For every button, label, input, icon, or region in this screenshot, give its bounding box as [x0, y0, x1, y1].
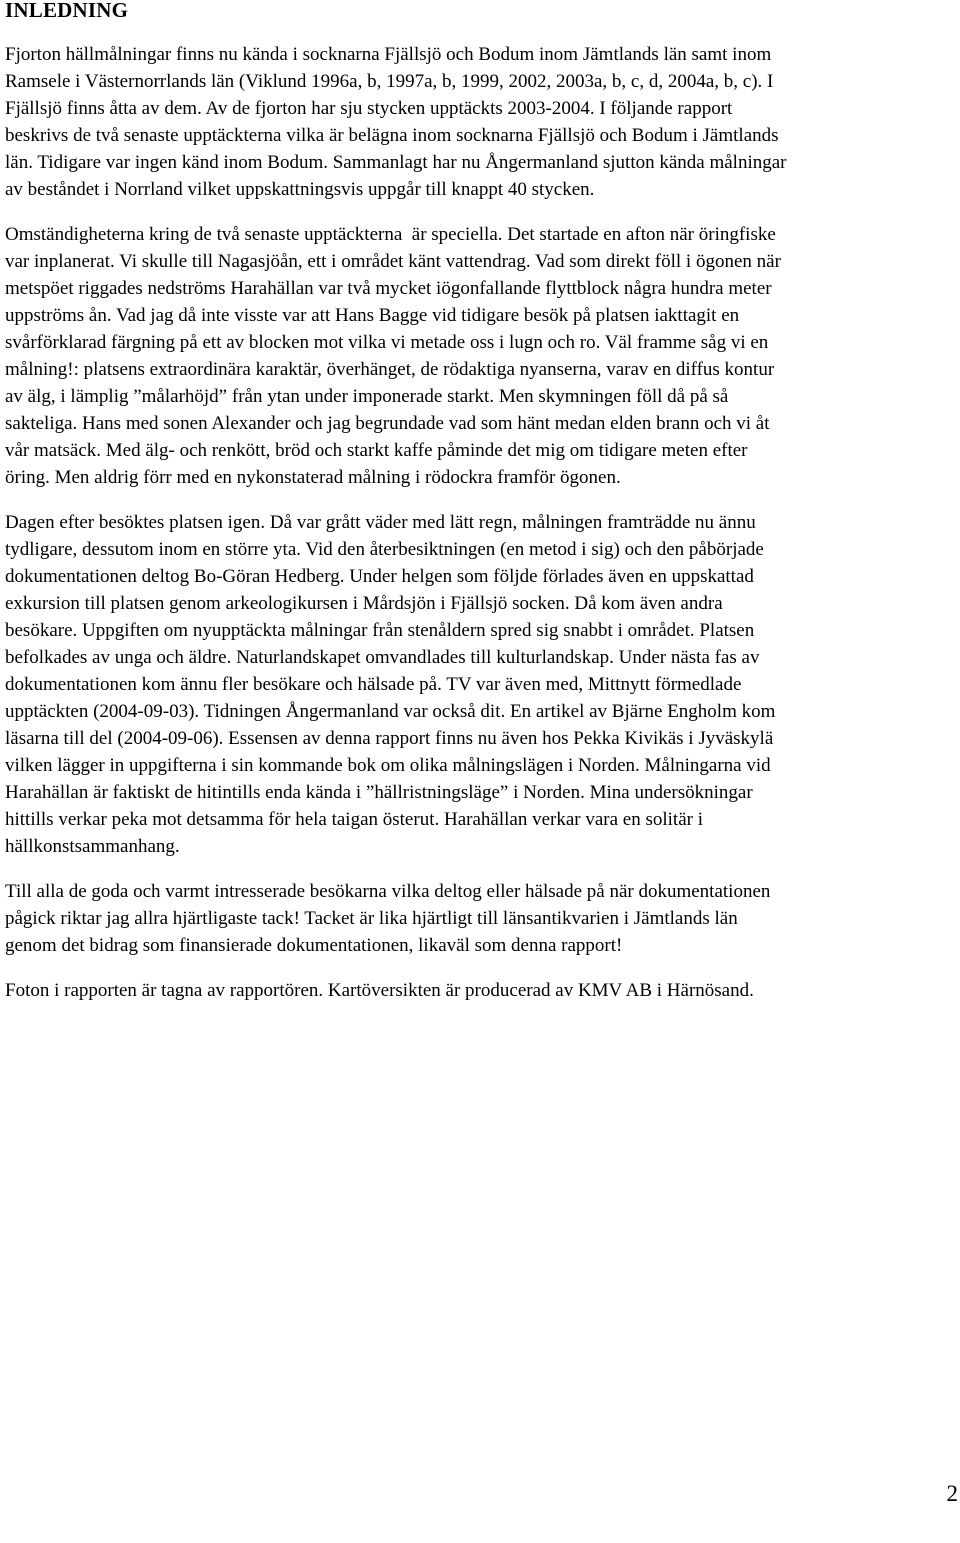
paragraph-acknowledgements: Till alla de goda och varmt intresserade besökarna vilka deltog eller hälsade på när dokumentationen pågick riktar jag allra hjärtligaste tack! Tacket är lika hjärtligt till länsantikvarien i Jämtlands län genom det bidrag som finansierade dokumentationen, likaväl som denna rapport!	[5, 881, 771, 956]
paragraph-intro: Fjorton hällmålningar finns nu kända i socknarna Fjällsjö och Bodum inom Jämtlands län samt inom Ramsele i Västernorrlands län (Viklund 1996a, b, 1997a, b, 1999, 2002, 2003a, b, c, d, 2004a, b, c). I Fjällsjö finns åtta av dem. Av de fjorton har sju stycken upptäckts 2003-2004. I följande rapport beskrivs de två senaste upptäckterna vilka är belägna inom socknarna Fjällsjö och Bodum i Jämtlands län. Tidigare var ingen känd inom Bodum. Sammanlagt har nu Ångermanland sjutton kända målningar av beståndet i Norrland vilket uppskattningsvis uppgår till knappt 40 stycken.	[5, 44, 787, 200]
document-body	[5, 41, 957, 1022]
paragraph-discovery: Omständigheterna kring de två senaste upptäckterna är speciella. Det startade en afton när öringfiske var inplanerat. Vi skulle till Nagasjöån, ett i området känt vattendrag. Vad som direkt föll i ögonen när metspöet riggades nedströms Harahällan var två mycket iögonfallande flyttblock några hundra meter uppströms ån. Vad jag då inte visste var att Hans Bagge vid tidigare besök på platsen iakttagit en svårförklarad färgning på ett av blocken mot vilka vi metade oss i lugn och ro. Väl framme såg vi en målning!: platsens extraordinära karaktär, överhänget, de rödaktiga nyanserna, varav en diffus kontur av älg, i lämplig ”målarhöjd” från ytan under imponerade starkt. Men skymningen föll då på så sakteliga. Hans med sonen Alexander och jag begrundade vad som hänt medan elden brann och vi åt vår matsäck. Med älg- och renkött, bröd och starkt kaffe påminde det mig om tidigare meten efter öring. Men aldrig förr med en nykonstaterad målning i rödockra framför ögonen.	[5, 224, 781, 488]
paragraph-documentation: Dagen efter besöktes platsen igen. Då var grått väder med lätt regn, målningen framträdde nu ännu tydligare, dessutom inom en större yta. Vid den återbesiktningen (en metod i sig) och den påbörjade dokumentationen deltog Bo-Göran Hedberg. Under helgen som följde förlades även en uppskattad exkursion till platsen genom arkeologikursen i Mårdsjön i Fjällsjö socken. Då kom även andra besökare. Uppgiften om nyupptäckta målningar från stenåldern spred sig snabbt i området. Platsen befolkades av unga och äldre. Naturlandskapet omvandlades till kulturlandskap. Under nästa fas av dokumentationen kom ännu fler besökare och hälsade på. TV var även med, Mittnytt förmedlade upptäckten (2004-09-03). Tidningen Ångermanland var också dit. En artikel av Bjärne Engholm kom läsarna till del (2004-09-06). Essensen av denna rapport finns nu även hos Pekka Kivikäs i Jyväskylä vilken lägger in uppgifterna i sin kommande bok om olika målningslägen i Norden. Målningarna vid Harahällan är faktiskt de hitintills enda kända i ”hällristningsläge” i Norden. Mina undersökningar hittills verkar peka mot detsamma för hela taigan österut. Harahällan verkar vara en solitär i hällkonstsammanhang.	[5, 512, 776, 857]
paragraph-credits: Foton i rapporten är tagna av rapportören. Kartöversikten är producerad av KMV AB i Härnösand.	[5, 980, 754, 1001]
page-number: 2	[946, 1481, 958, 1506]
section-heading: INLEDNING	[5, 0, 129, 22]
